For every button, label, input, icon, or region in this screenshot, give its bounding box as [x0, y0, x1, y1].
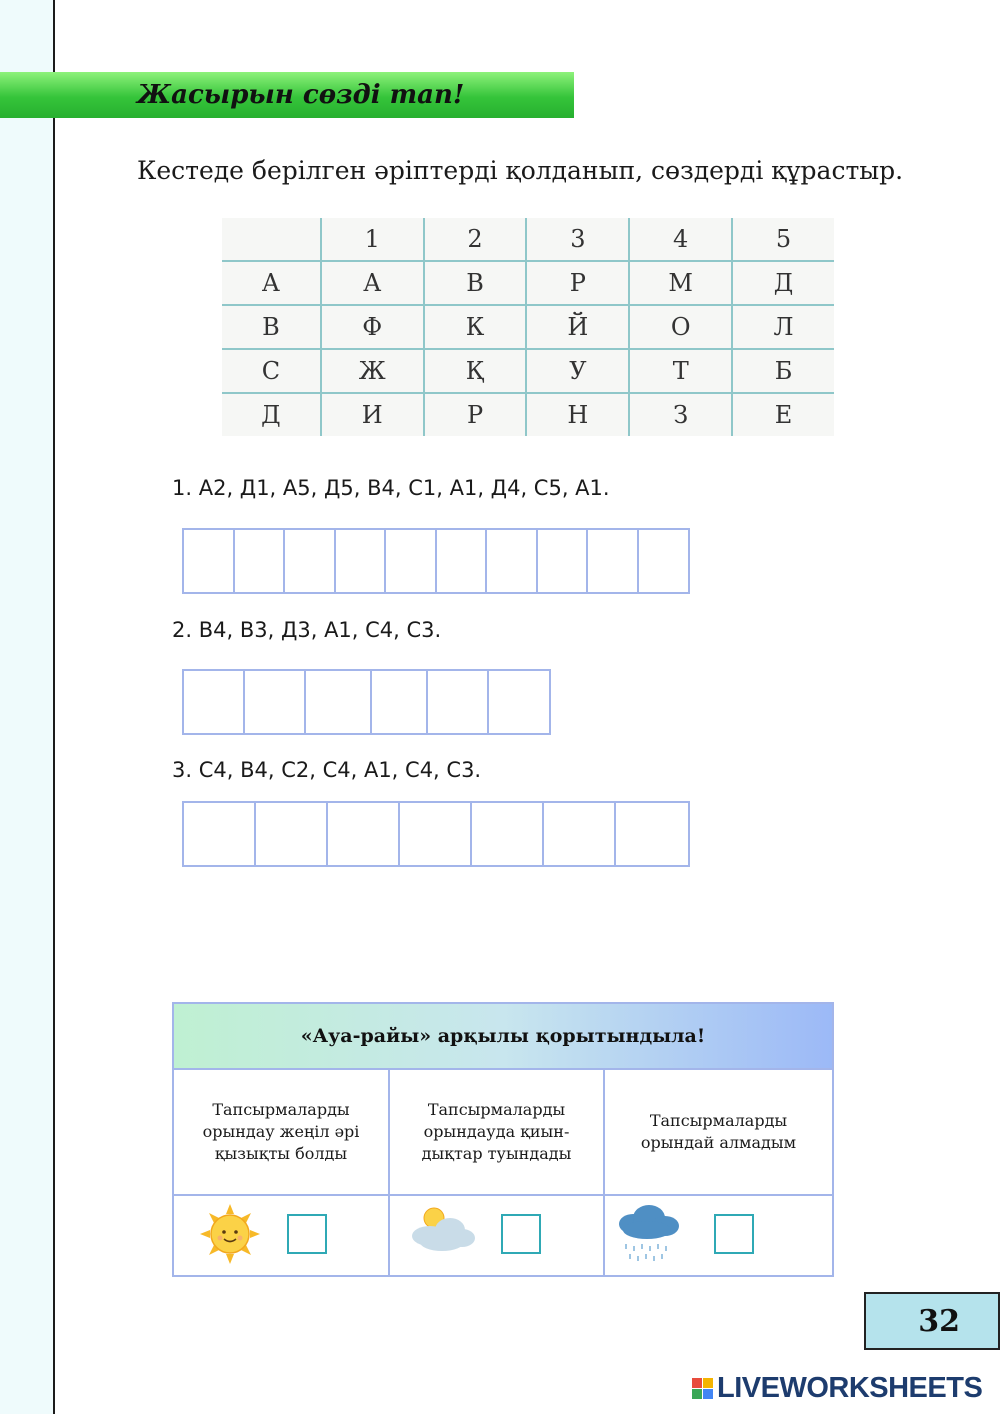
row-header: В: [222, 305, 321, 349]
corner-cell: [222, 218, 321, 261]
answer-box[interactable]: [184, 530, 235, 592]
row-header: А: [222, 261, 321, 305]
reflection-option-text: Тапсырмаларды орындауда қиын-дықтар туындады: [421, 1100, 572, 1163]
answer-box[interactable]: [487, 530, 538, 592]
letter-cell: М: [629, 261, 732, 305]
task-2-answer-boxes: [182, 669, 551, 735]
letter-cell: В: [424, 261, 527, 305]
letter-cell: О: [629, 305, 732, 349]
letter-cell: К: [424, 305, 527, 349]
liveworksheets-logo-icon: [692, 1378, 714, 1400]
easy-checkbox[interactable]: [287, 1214, 327, 1254]
column-header: 2: [424, 218, 527, 261]
answer-box[interactable]: [328, 803, 400, 865]
side-strip: [0, 0, 55, 1414]
column-header: 5: [732, 218, 834, 261]
answer-box[interactable]: [588, 530, 639, 592]
letter-cell: Ж: [321, 349, 424, 393]
task-3-answer-boxes: [182, 801, 690, 867]
answer-box[interactable]: [400, 803, 472, 865]
answer-box[interactable]: [235, 530, 286, 592]
answer-box[interactable]: [372, 671, 428, 733]
rain-cloud-icon: [615, 1204, 681, 1266]
column-header: 1: [321, 218, 424, 261]
reflection-option-difficult: [390, 1070, 605, 1275]
reflection-table: [172, 1002, 834, 1277]
task-2-label: 2. В4, В3, Д3, А1, С4, С3.: [172, 618, 442, 642]
failed-checkbox[interactable]: [714, 1214, 754, 1254]
page-title: Жасырын сөзді тап!: [137, 80, 465, 110]
letter-table: [222, 218, 834, 436]
answer-box[interactable]: [538, 530, 589, 592]
letter-cell: Л: [732, 305, 834, 349]
task-1-answer-boxes: [182, 528, 690, 594]
letter-cell: Б: [732, 349, 834, 393]
row-header: Д: [222, 393, 321, 436]
letter-cell: Н: [526, 393, 629, 436]
letter-table-row: [222, 305, 834, 349]
answer-box[interactable]: [256, 803, 328, 865]
letter-cell: Е: [732, 393, 834, 436]
task-3-label: 3. С4, В4, С2, С4, А1, С4, С3.: [172, 758, 482, 782]
page-number: 32: [864, 1292, 1000, 1350]
letter-cell: З: [629, 393, 732, 436]
column-header: 4: [629, 218, 732, 261]
column-header: 3: [526, 218, 629, 261]
instruction-text: Кестеде берілген әріптерді қолданып, сөздерді құрастыр.: [137, 156, 904, 185]
answer-box[interactable]: [245, 671, 306, 733]
letter-table-row: [222, 349, 834, 393]
answer-box[interactable]: [184, 671, 245, 733]
reflection-option-text: Тапсырмаларды орындау жеңіл әрі қызықты болды: [202, 1100, 360, 1163]
answer-box[interactable]: [386, 530, 437, 592]
letter-cell: Р: [424, 393, 527, 436]
answer-box[interactable]: [639, 530, 688, 592]
letter-table-header-row: [222, 218, 834, 261]
reflection-option-easy: [174, 1070, 390, 1275]
reflection-title: «Ауа-райы» арқылы қорытындыла!: [174, 1004, 832, 1070]
answer-box[interactable]: [285, 530, 336, 592]
answer-box[interactable]: [336, 530, 387, 592]
answer-box[interactable]: [616, 803, 688, 865]
letter-cell: Р: [526, 261, 629, 305]
answer-box[interactable]: [306, 671, 372, 733]
liveworksheets-brand: [692, 1372, 982, 1405]
answer-box[interactable]: [428, 671, 489, 733]
answer-box[interactable]: [437, 530, 488, 592]
letter-cell: Қ: [424, 349, 527, 393]
letter-cell: Т: [629, 349, 732, 393]
answer-box[interactable]: [489, 671, 549, 733]
sun-icon: [200, 1204, 260, 1264]
task-1-label: 1. А2, Д1, А5, Д5, В4, С1, А1, Д4, С5, А1.: [172, 476, 610, 500]
letter-cell: А: [321, 261, 424, 305]
answer-box[interactable]: [472, 803, 544, 865]
reflection-option-failed: [605, 1070, 832, 1275]
letter-table-row: [222, 393, 834, 436]
answer-box[interactable]: [184, 803, 256, 865]
liveworksheets-wordmark: LIVEWORKSHEETS: [717, 1372, 983, 1404]
answer-box[interactable]: [544, 803, 616, 865]
letter-cell: Д: [732, 261, 834, 305]
letter-table-row: [222, 261, 834, 305]
row-header: С: [222, 349, 321, 393]
difficult-checkbox[interactable]: [501, 1214, 541, 1254]
letter-cell: И: [321, 393, 424, 436]
reflection-option-text: Тапсырмаларды орындай алмадым: [640, 1111, 797, 1152]
partly-cloudy-icon: [408, 1204, 478, 1256]
letter-cell: Й: [526, 305, 629, 349]
letter-cell: У: [526, 349, 629, 393]
letter-cell: Ф: [321, 305, 424, 349]
